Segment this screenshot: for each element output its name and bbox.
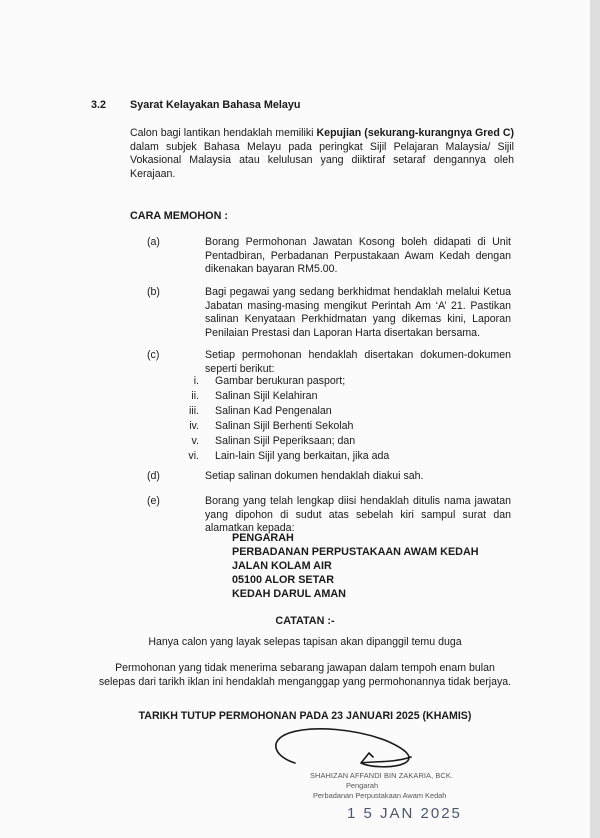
notes-line: Permohonan yang tidak menerima sebarang jawapan dalam tempoh enam bulan — [115, 662, 495, 674]
sublist-number: i. — [193, 375, 199, 387]
sublist-item: Lain-lain Sijil yang berkaitan, jika ada — [215, 450, 390, 462]
closing-date: TARIKH TUTUP PERMOHONAN PADA 23 JANUARI 2025 (KHAMIS) — [138, 710, 472, 722]
sublist-number: iv. — [189, 420, 199, 432]
signature-image — [265, 723, 445, 775]
section-number: 3.2 — [91, 99, 107, 111]
sublist-number: v. — [191, 435, 199, 447]
date-stamp: 1 5 JAN 2025 — [347, 805, 462, 822]
address-line: KEDAH DARUL AMAN — [232, 588, 346, 600]
sublist-number: vi. — [188, 450, 199, 462]
signatory-name: SHAHIZAN AFFANDI BIN ZAKARIA, BCK. — [310, 771, 454, 780]
language-requirement-paragraph: Calon bagi lantikan hendaklah memiliki Kepujian (sekurang-kurangnya Gred C) dalam subjek Bahasa Melayu pada peringkat Sijil Pelajaran Malaysia/ Sijil Vokasional Malaysia atau kelulusan yang diiktiraf setaraf dengannya oleh Kerajaan. — [130, 127, 514, 180]
item-text: Setiap salinan dokumen hendaklah diakui sah. — [205, 470, 424, 482]
sublist-item: Salinan Sijil Berhenti Sekolah — [215, 420, 354, 432]
sublist-item: Gambar berukuran pasport; — [215, 375, 346, 387]
sublist-number: iii. — [188, 405, 199, 417]
address-line: 05100 ALOR SETAR — [232, 574, 335, 586]
item-label: (c) — [147, 349, 160, 361]
address-line: JALAN KOLAM AIR — [232, 560, 332, 572]
item-text: Borang yang telah lengkap diisi hendaklah ditulis nama jawatan yang dipohon di sudut atas sebelah kiri sampul surat dan alamatkan kepada: — [205, 495, 511, 535]
grade-requirement: Kepujian (sekurang-kurangnya Gred C) — [316, 127, 514, 139]
item-label: (d) — [147, 470, 160, 482]
notes-line: Hanya calon yang layak selepas tapisan akan dipanggil temu duga — [148, 636, 462, 648]
item-text: Setiap permohonan hendaklah disertakan dokumen-dokumen seperti berikut: — [205, 349, 511, 375]
sublist-item: Salinan Sijil Kelahiran — [215, 390, 318, 402]
page-edge — [590, 0, 600, 838]
sublist-item: Salinan Kad Pengenalan — [215, 405, 332, 417]
signatory-title: Pengarah — [346, 781, 379, 790]
item-label: (a) — [147, 236, 160, 248]
item-text: Bagi pegawai yang sedang berkhidmat hendaklah melalui Ketua Jabatan masing-masing mengikut Perintah Am ‘A’ 21. Pastikan salinan Kenyataan Perkhidmatan yang dikemas kini, Laporan Penilaian Prestasi dan Laporan Harta disertakan bersama. — [205, 286, 511, 339]
how-to-apply-heading: CARA MEMOHON : — [130, 210, 228, 222]
address-line: PENGARAH — [232, 532, 294, 544]
signatory-organisation: Perbadanan Perpustakaan Awam Kedah — [313, 791, 447, 800]
item-label: (e) — [147, 495, 160, 507]
notes-line: selepas dari tarikh iklan ini hendaklah menganggap yang permohonannya tidak berjaya. — [98, 676, 512, 688]
sublist-number: ii. — [191, 390, 199, 402]
item-text: Borang Permohonan Jawatan Kosong boleh didapati di Unit Pentadbiran, Perbadanan Perpustakaan Awam Kedah dengan dikenakan bayaran RM5.00. — [205, 236, 511, 276]
section-title: Syarat Kelayakan Bahasa Melayu — [130, 99, 301, 111]
address-block — [232, 531, 479, 601]
sublist-item: Salinan Sijil Peperiksaan; dan — [215, 435, 356, 447]
address-line: PERBADANAN PERPUSTAKAAN AWAM KEDAH — [232, 546, 479, 558]
notes-heading: CATATAN :- — [275, 615, 335, 627]
item-label: (b) — [147, 286, 160, 298]
